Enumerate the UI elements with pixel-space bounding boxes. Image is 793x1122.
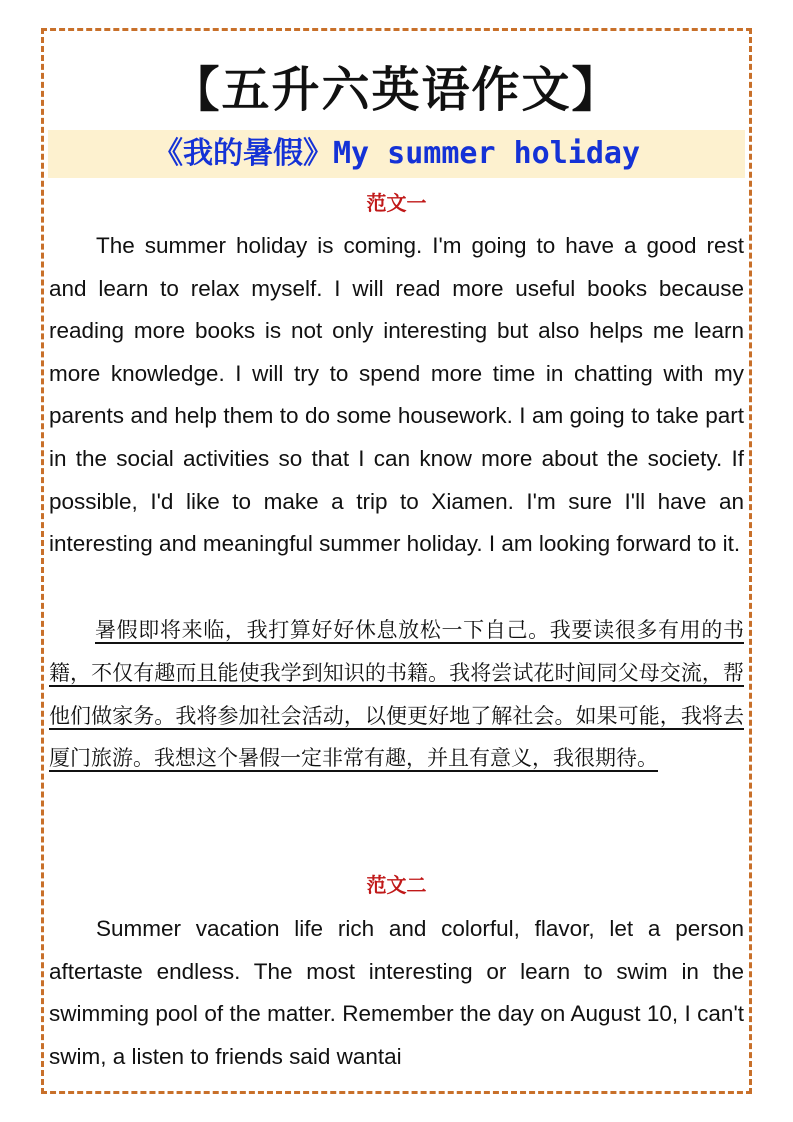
essay-2-container — [49, 908, 744, 1080]
essay-2-label: 范文二 — [366, 875, 427, 897]
page-title: 【五升六英语作文】 — [171, 62, 622, 118]
essay-1-label: 范文一 — [366, 193, 427, 215]
essay-2-english: Summer vacation life rich and colorful, flavor, let a person aftertaste endless. The most interesting or learn to swim in the swimming pool of the matter. Remember the day on August 10, I can't swim, a listen to friends said wantai — [49, 916, 744, 1069]
essay-1-chinese-text: 暑假即将来临，我打算好好休息放松一下自己。我要读很多有用的书籍，不仅有趣而且能使我学到知识的书籍。我将尝试花时间同父母交流，帮他们做家务。我将参加社会活动，以便更好地了解社会。如果可能，我将去厦门旅游。我想这个暑假一定非常有趣，并且有意义，我很期待。 — [49, 618, 744, 771]
essay-1-chinese-translation — [49, 609, 744, 780]
essay-subtitle: 《我的暑假》My summer holiday — [48, 130, 745, 178]
essay-1-english: The summer holiday is coming. I'm going to have a good rest and learn to relax myself. I will read more useful books because reading more books is not only interesting but also helps me learn more knowledge. I will try to spend more time in chatting with my parents and help them to do some housework. I am going to take part in the social activities so that I can know more about the society. If possible, I'd like to make a trip to Xiamen. I'm sure I'll have an interesting and meaningful summer holiday. I am looking forward to it. — [49, 233, 744, 557]
